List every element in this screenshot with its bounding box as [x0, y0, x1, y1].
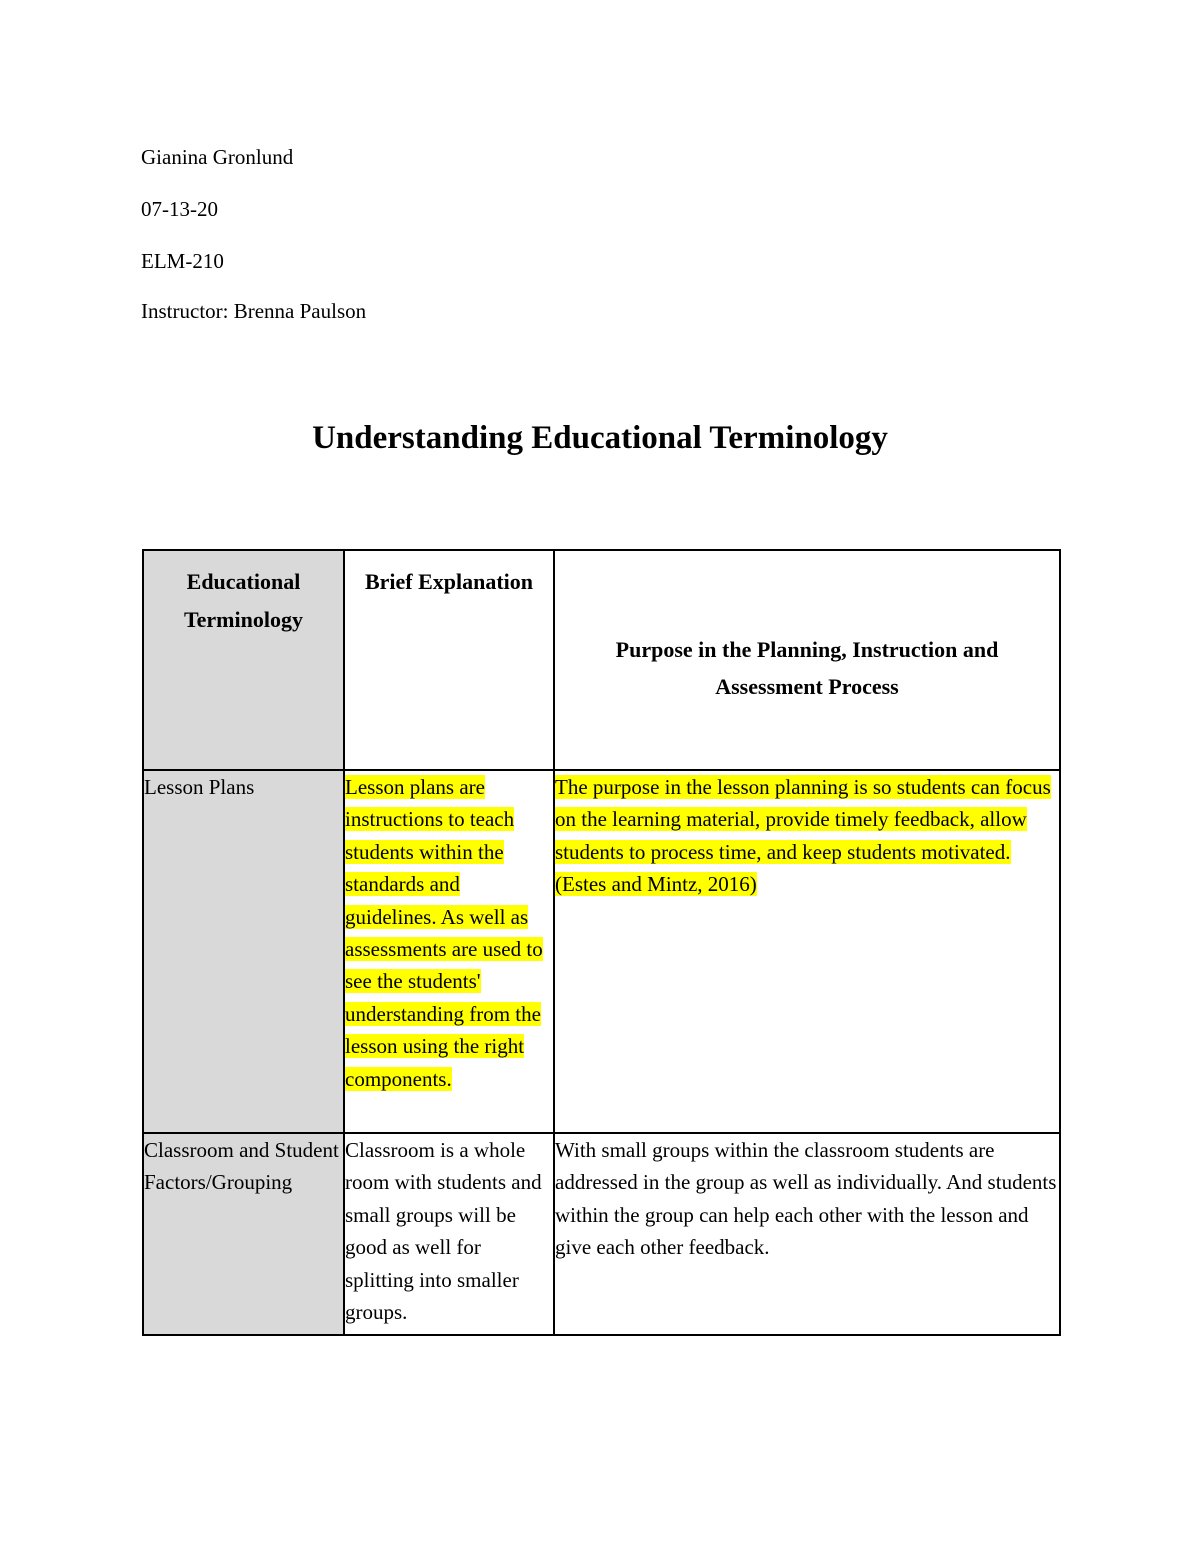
date: 07-13-20 — [141, 197, 218, 221]
header-cell-explanation — [344, 550, 554, 770]
explanation-cell — [344, 1133, 554, 1335]
page-title: Understanding Educational Terminology — [312, 420, 888, 456]
term-text: Classroom and Student Factors/Grouping — [144, 1138, 339, 1195]
header-explanation-label: Brief Explanation — [364, 569, 534, 594]
term-cell — [143, 1133, 344, 1335]
course-code: ELM-210 — [141, 249, 224, 273]
term-text: Lesson Plans — [144, 775, 255, 799]
purpose-cell — [554, 1133, 1060, 1335]
table-row — [143, 1133, 1060, 1335]
table-row — [143, 770, 1060, 1133]
header-purpose-label: Purpose in the Planning, Instruction and Assessment Process — [615, 637, 999, 699]
header-terminology-label: Educational Terminology — [184, 569, 303, 632]
student-name: Gianina Gronlund — [141, 145, 294, 169]
purpose-cell — [554, 770, 1060, 1133]
instructor: Instructor: Brenna Paulson — [141, 299, 367, 323]
explanation-cell — [344, 770, 554, 1133]
purpose-text: With small groups within the classroom students are addressed in the group as well as individually. And students within the group can help each other with the lesson and give each other feedback. — [555, 1138, 1057, 1260]
explanation-text: Classroom is a whole room with students and small groups will be good as well for splitting into smaller groups. — [345, 1138, 542, 1325]
table-header-row — [143, 550, 1060, 770]
purpose-text: The purpose in the lesson planning is so students can focus on the learning material, provide timely feedback, allow students to process time, and keep students motivated. (Estes and Mintz, 2016) — [555, 775, 1051, 897]
header-cell-terminology — [143, 550, 344, 770]
term-cell — [143, 770, 344, 1133]
header-cell-purpose — [554, 550, 1060, 770]
explanation-text: Lesson plans are instructions to teach students within the standards and guidelines. As well as assessments are used to see the students' understanding from the lesson using the right components. — [345, 775, 543, 1091]
terminology-table — [142, 549, 1061, 1336]
